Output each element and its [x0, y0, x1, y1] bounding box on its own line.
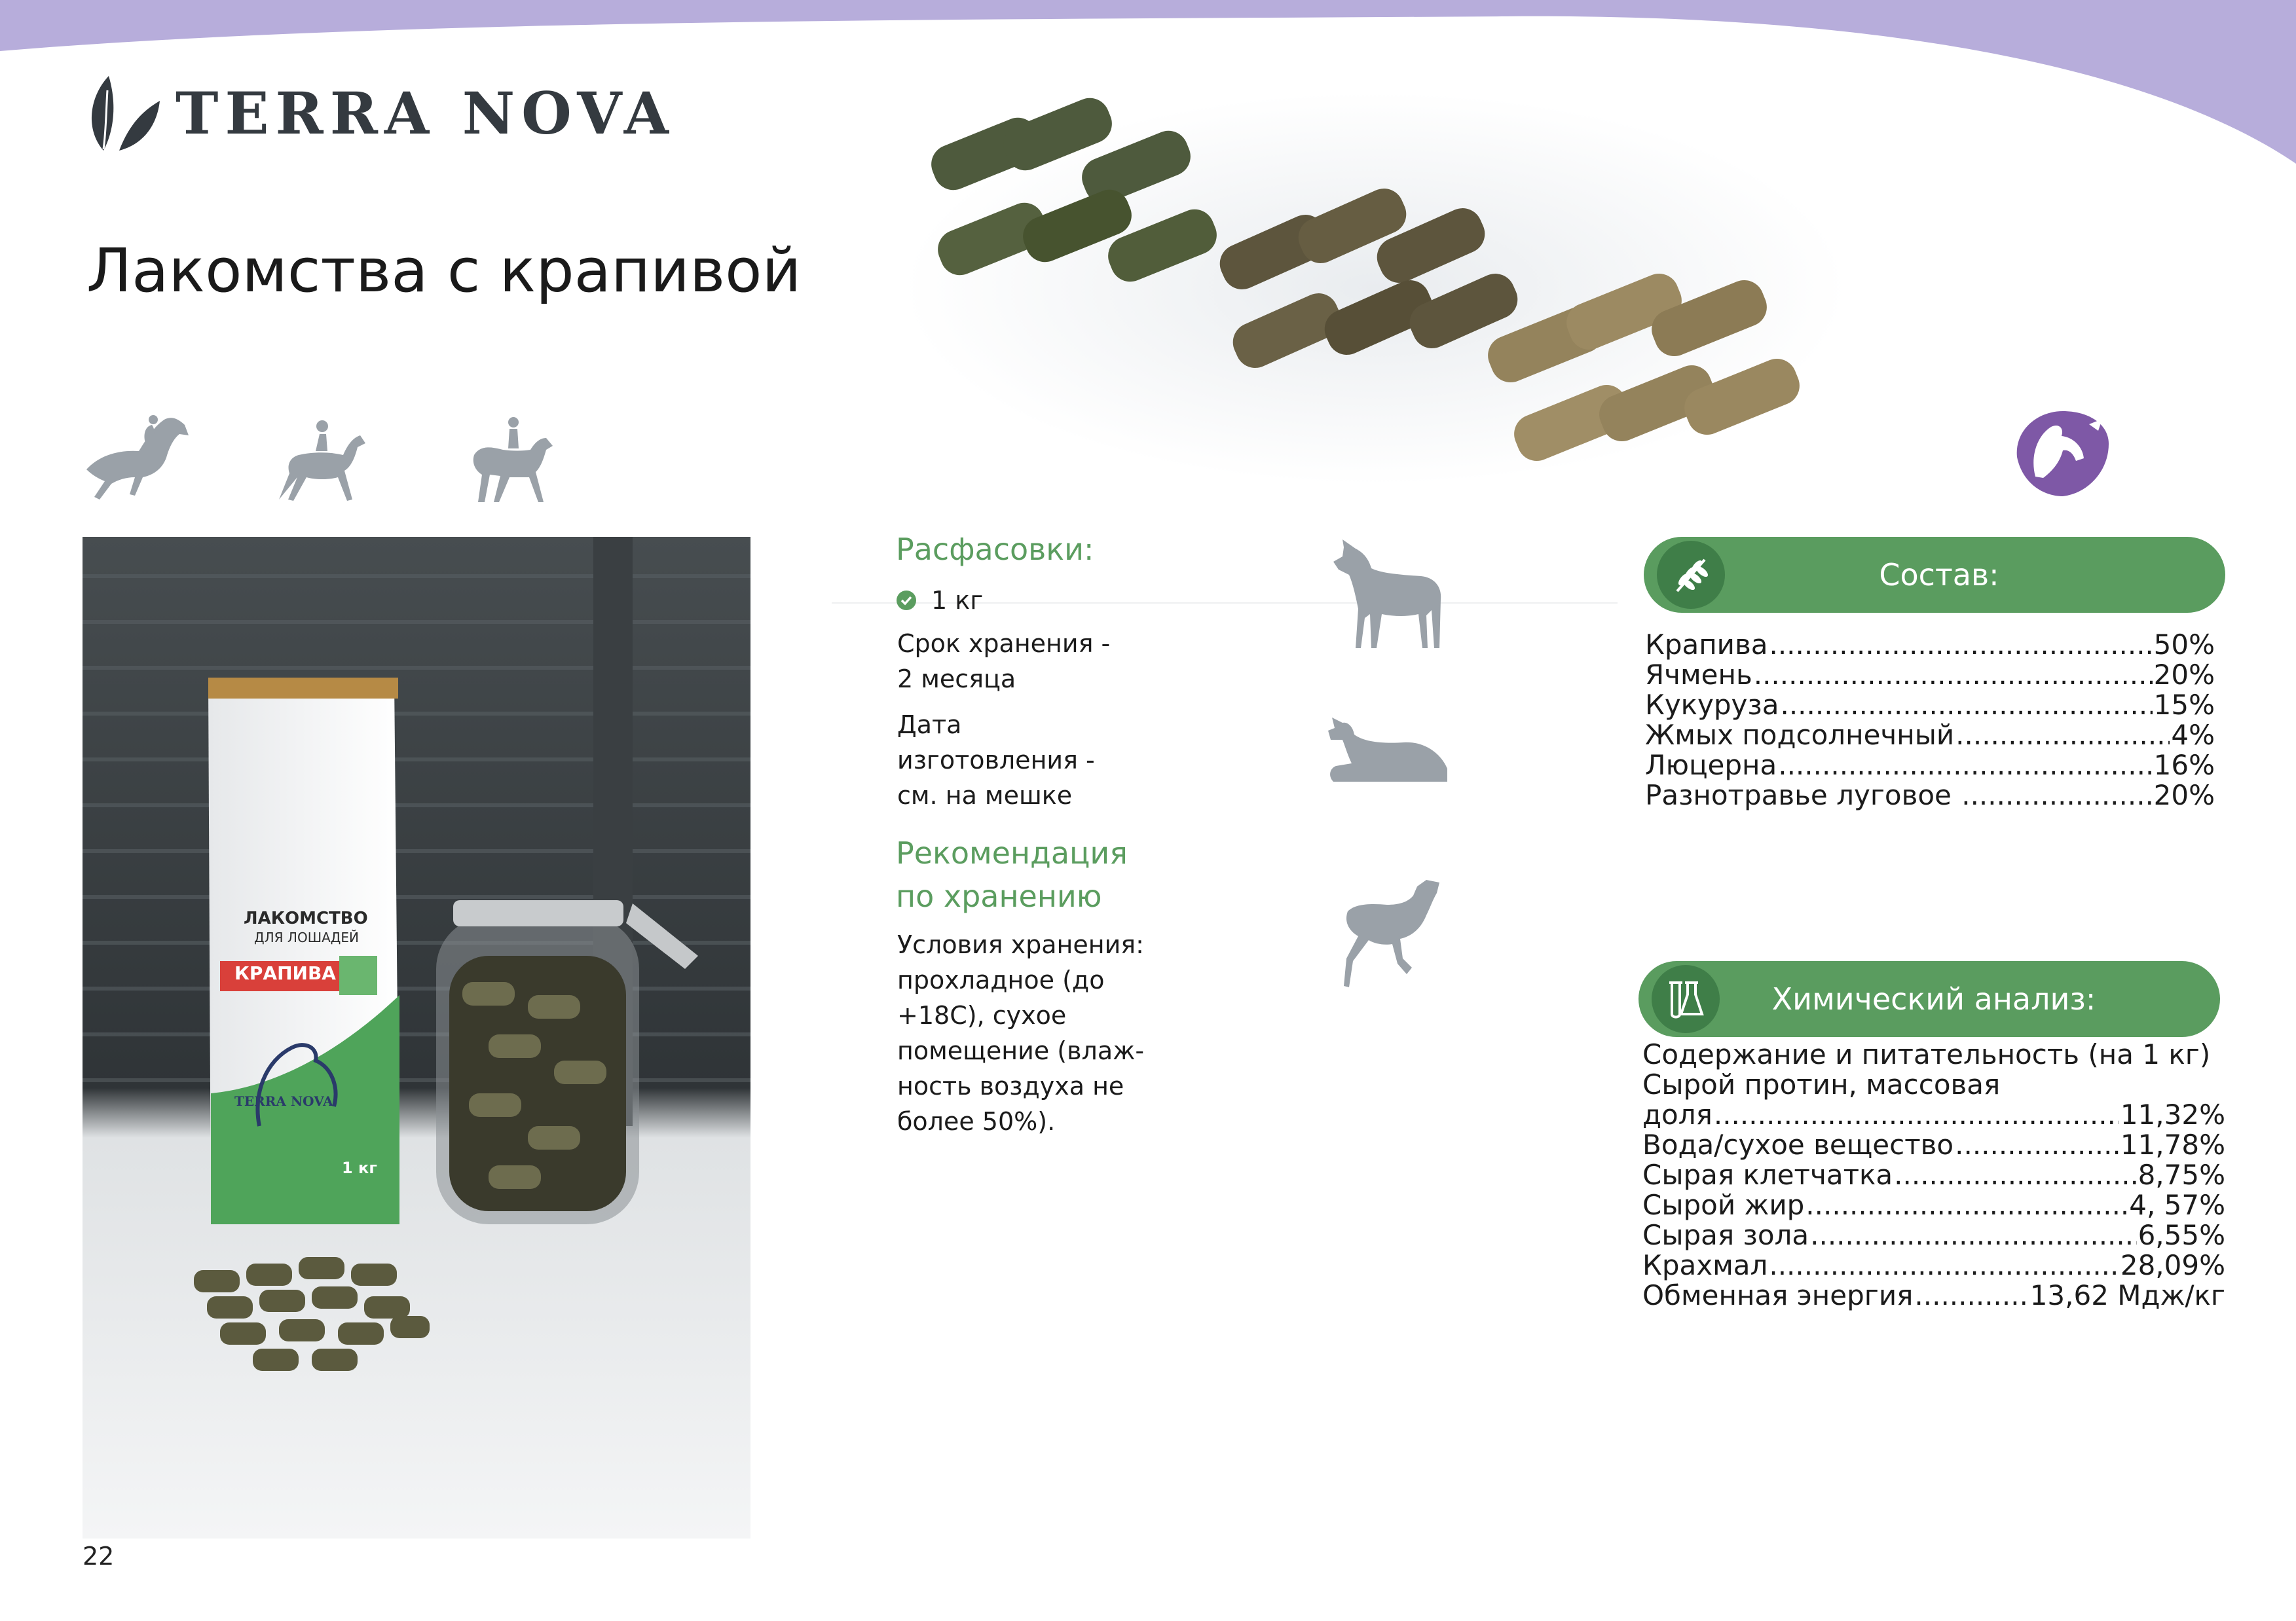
- analysis-list: [1642, 1040, 2224, 1311]
- shelf-life: [897, 626, 1110, 697]
- analysis-row: [1642, 1100, 2225, 1130]
- composition-row: [1645, 720, 2215, 750]
- composition-row: [1645, 660, 2215, 690]
- storage-text-line: +18С), сухое: [897, 1001, 1067, 1030]
- analysis-name: Крахмал: [1642, 1249, 1768, 1281]
- analysis-row: [1642, 1190, 2225, 1220]
- analysis-value: 6,55%: [2138, 1219, 2225, 1251]
- analysis-value: 11,32%: [2120, 1099, 2225, 1131]
- riding-icon: [466, 409, 558, 504]
- analysis-value: 13,62 Мдж/кг: [2029, 1279, 2225, 1311]
- analysis-name: доля: [1642, 1099, 1713, 1131]
- composition-list: [1645, 630, 2215, 810]
- storage-text: [897, 927, 1144, 1139]
- lab-flask-icon: [1652, 965, 1720, 1033]
- leader-dots: [1769, 1250, 2119, 1281]
- standing-horse-icon: [1329, 537, 1447, 648]
- leader-dots: [1955, 1130, 2119, 1160]
- composition-row: [1645, 750, 2215, 780]
- packaging-heading: Расфасовки:: [896, 532, 1094, 567]
- production-date-line: Дата: [897, 710, 962, 739]
- storage-text-line: более 50%).: [897, 1107, 1056, 1136]
- composition-row: [1645, 630, 2215, 660]
- bag-label-line2: ДЛЯ ЛОШАДЕЙ: [254, 930, 359, 945]
- analysis-name: Сырая зола: [1642, 1219, 1809, 1251]
- storage-heading: [896, 831, 1128, 918]
- composition-row: [1645, 780, 2215, 810]
- storage-text-line: Условия хранения:: [897, 930, 1144, 959]
- shelf-life-line: 2 месяца: [897, 665, 1016, 693]
- storage-heading-line: по хранению: [896, 879, 1102, 914]
- analysis-row: [1642, 1250, 2225, 1281]
- analysis-row: [1642, 1220, 2225, 1250]
- bag-label-line1: ЛАКОМСТВО: [244, 909, 368, 928]
- storage-text-line: прохладное (до: [897, 966, 1105, 994]
- ingredient-name: Кукуруза: [1645, 689, 1779, 721]
- analysis-value: 4, 57%: [2129, 1189, 2225, 1221]
- ingredient-name: Люцерна: [1645, 749, 1777, 781]
- dressage-icon: [270, 409, 368, 504]
- ingredient-name: Крапива: [1645, 628, 1768, 661]
- leader-dots: [1955, 720, 2170, 750]
- production-date-line: см. на мешке: [897, 781, 1073, 810]
- leader-dots: [1914, 1281, 2028, 1311]
- ingredient-value: 20%: [2153, 659, 2215, 691]
- rearing-horse-icon: [1335, 876, 1443, 987]
- analysis-name: Сырая клетчатка: [1642, 1159, 1893, 1191]
- analysis-name: Обменная энергия: [1642, 1279, 1914, 1311]
- ingredient-name: Жмых подсолнечный: [1645, 719, 1955, 751]
- bag-weight: 1 кг: [342, 1159, 377, 1177]
- ingredient-value: 16%: [2153, 749, 2215, 781]
- leader-dots: [1754, 660, 2153, 690]
- analysis-value: 8,75%: [2138, 1159, 2225, 1191]
- brand-logo: [84, 71, 675, 156]
- wheat-icon: [1657, 541, 1725, 609]
- composition-title: Состав:: [1879, 557, 1999, 592]
- ingredient-value: 20%: [2153, 779, 2215, 811]
- bag-brand: TERRA NOVA: [234, 1093, 333, 1109]
- leader-dots: [1805, 1190, 2128, 1220]
- leader-dots: [1714, 1100, 2119, 1130]
- leader-dots: [1810, 1220, 2136, 1250]
- composition-header: [1644, 537, 2225, 613]
- analysis-value: 28,09%: [2120, 1249, 2225, 1281]
- analysis-row: [1642, 1281, 2225, 1311]
- leader-dots: [1894, 1160, 2136, 1190]
- composition-row: [1645, 690, 2215, 720]
- leader-dots: [1778, 750, 2152, 780]
- analysis-name: Сырой жир: [1642, 1189, 1805, 1221]
- analysis-intro: Содержание и питательность (на 1 кг): [1642, 1038, 2211, 1070]
- logo-text: TERRA NOVA: [176, 79, 676, 147]
- packaging-item-label: 1 кг: [931, 586, 984, 615]
- ingredient-value: 15%: [2153, 689, 2215, 721]
- analysis-row: [1642, 1160, 2225, 1190]
- show-jumping-icon: [80, 409, 194, 504]
- product-photo: [83, 537, 750, 1539]
- production-date-line: изготовления -: [897, 746, 1095, 774]
- production-date: [897, 707, 1095, 813]
- horse-head-badge-icon: [2010, 405, 2115, 503]
- ingredient-value: 50%: [2153, 628, 2215, 661]
- ingredient-value: 4%: [2171, 719, 2215, 751]
- storage-text-line: ность воздуха не: [897, 1072, 1124, 1101]
- packaging-item: [896, 583, 983, 618]
- check-circle-icon: [896, 590, 917, 611]
- treats-image: [904, 72, 1853, 491]
- shelf-life-line: Срок хранения -: [897, 629, 1111, 658]
- ingredient-name: Ячмень: [1645, 659, 1752, 691]
- analysis-name: Вода/сухое вещество: [1642, 1129, 1954, 1161]
- analysis-header: [1639, 961, 2220, 1037]
- analysis-title: Химический анализ:: [1771, 981, 2096, 1017]
- storage-text-line: помещение (влаж-: [897, 1036, 1145, 1065]
- leader-dots: [1961, 780, 2152, 810]
- page-number: 22: [83, 1542, 115, 1571]
- analysis-value: 11,78%: [2120, 1129, 2225, 1161]
- leaf-logo-icon: [84, 71, 162, 156]
- protein-label: Сырой протин, массовая: [1642, 1068, 2001, 1101]
- bag-product-name: КРАПИВА: [234, 962, 336, 984]
- analysis-row: [1642, 1130, 2225, 1160]
- lying-horse-icon: [1325, 714, 1450, 786]
- leader-dots: [1769, 630, 2152, 660]
- leader-dots: [1780, 690, 2152, 720]
- storage-heading-line: Рекомендация: [896, 835, 1128, 871]
- page-title: Лакомства с крапивой: [86, 236, 802, 306]
- ingredient-name: Разнотравье луговое: [1645, 779, 1961, 811]
